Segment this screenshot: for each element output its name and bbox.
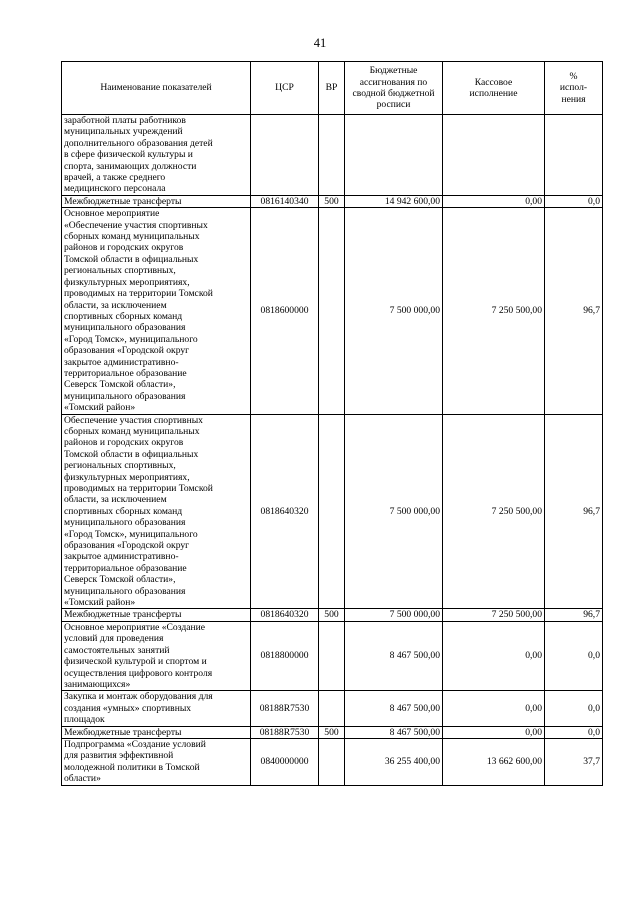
cell-budget: 7 500 000,00 xyxy=(345,414,443,609)
cell-budget: 14 942 600,00 xyxy=(345,195,443,207)
cell-vr: 500 xyxy=(319,195,345,207)
cell-vr: 500 xyxy=(319,726,345,738)
cell-name: Межбюджетные трансферты xyxy=(62,195,251,207)
cell-vr xyxy=(319,621,345,690)
cell-percent: 37,7 xyxy=(545,738,603,785)
cell-budget: 7 500 000,00 xyxy=(345,609,443,621)
cell-name: Подпрограмма «Создание условий для развития эффективной молодежной политики в Томской области» xyxy=(62,738,251,785)
table-row xyxy=(62,621,603,690)
cell-cash: 7 250 500,00 xyxy=(443,609,545,621)
header-budget-allocations: Бюджетные ассигнования по сводной бюджетной росписи xyxy=(345,62,443,115)
cell-percent: 96,7 xyxy=(545,208,603,414)
cell-csr: 08188R7530 xyxy=(251,691,319,726)
header-name: Наименование показателей xyxy=(62,62,251,115)
cell-name: заработной платы работников муниципальных учреждений дополнительного образования детей в сфере физической культуры и спорта, занимающих должности врачей, а также среднего медицинского персонала xyxy=(62,115,251,196)
table-body xyxy=(62,115,603,786)
cell-budget: 7 500 000,00 xyxy=(345,208,443,414)
cell-name: Межбюджетные трансферты xyxy=(62,726,251,738)
cell-budget: 8 467 500,00 xyxy=(345,726,443,738)
header-execution-percent: % испол- нения xyxy=(545,62,603,115)
cell-percent xyxy=(545,115,603,196)
cell-cash: 0,00 xyxy=(443,195,545,207)
header-cash-execution: Кассовое исполнение xyxy=(443,62,545,115)
cell-name: Основное мероприятие «Создание условий для проведения самостоятельных занятий физической культурой и спортом и осуществления цифрового контроля занимающихся» xyxy=(62,621,251,690)
cell-csr: 0840000000 xyxy=(251,738,319,785)
cell-name: Закупка и монтаж оборудования для создания «умных» спортивных площадок xyxy=(62,691,251,726)
cell-vr xyxy=(319,691,345,726)
cell-budget: 8 467 500,00 xyxy=(345,691,443,726)
header-vr: ВР xyxy=(319,62,345,115)
table-row xyxy=(62,195,603,207)
cell-percent: 0,0 xyxy=(545,195,603,207)
cell-budget xyxy=(345,115,443,196)
page-number: 41 xyxy=(313,36,327,50)
cell-name: Основное мероприятие «Обеспечение участия спортивных сборных команд муниципальных районов и городских округов Томской области в официальных региональных спортивных, физкультурных мероприятиях, проводимых на территории Томской области, за исключением спортивных сборных команд муниципального образования «Город Томск», муниципального образования «Городской округ закрытое административно- территориальное образование Северск Томской области», муниципального образования «Томский район» xyxy=(62,208,251,414)
cell-csr: 0818800000 xyxy=(251,621,319,690)
cell-vr: 500 xyxy=(319,609,345,621)
cell-vr xyxy=(319,414,345,609)
table-row xyxy=(62,738,603,785)
cell-cash: 7 250 500,00 xyxy=(443,208,545,414)
cell-csr: 0818640320 xyxy=(251,609,319,621)
cell-budget: 36 255 400,00 xyxy=(345,738,443,785)
table-row xyxy=(62,115,603,196)
cell-csr: 0816140340 xyxy=(251,195,319,207)
cell-name: Обеспечение участия спортивных сборных команд муниципальных районов и городских округов Томской области в официальных региональных спортивных, физкультурных мероприятиях, проводимых на территории Томской области, за исключением спортивных сборных команд муниципального образования «Город Томск», муниципального образования «Городской округ закрытое административно- территориальное образование Северск Томской области», муниципального образования «Томский район» xyxy=(62,414,251,609)
cell-csr: 08188R7530 xyxy=(251,726,319,738)
table-row xyxy=(62,414,603,609)
header-csr: ЦСР xyxy=(251,62,319,115)
cell-percent: 0,0 xyxy=(545,621,603,690)
cell-cash: 0,00 xyxy=(443,621,545,690)
cell-cash: 0,00 xyxy=(443,691,545,726)
cell-cash: 13 662 600,00 xyxy=(443,738,545,785)
cell-csr: 0818640320 xyxy=(251,414,319,609)
table-row xyxy=(62,726,603,738)
table-row xyxy=(62,691,603,726)
cell-percent: 96,7 xyxy=(545,609,603,621)
table-row xyxy=(62,609,603,621)
cell-csr: 0818600000 xyxy=(251,208,319,414)
cell-vr xyxy=(319,208,345,414)
cell-vr xyxy=(319,738,345,785)
cell-vr xyxy=(319,115,345,196)
cell-percent: 96,7 xyxy=(545,414,603,609)
cell-name: Межбюджетные трансферты xyxy=(62,609,251,621)
cell-budget: 8 467 500,00 xyxy=(345,621,443,690)
cell-percent: 0,0 xyxy=(545,691,603,726)
cell-percent: 0,0 xyxy=(545,726,603,738)
table-header-row xyxy=(62,62,603,115)
table-row xyxy=(62,208,603,414)
cell-csr xyxy=(251,115,319,196)
cell-cash xyxy=(443,115,545,196)
cell-cash: 7 250 500,00 xyxy=(443,414,545,609)
cell-cash: 0,00 xyxy=(443,726,545,738)
budget-execution-table xyxy=(61,61,603,786)
